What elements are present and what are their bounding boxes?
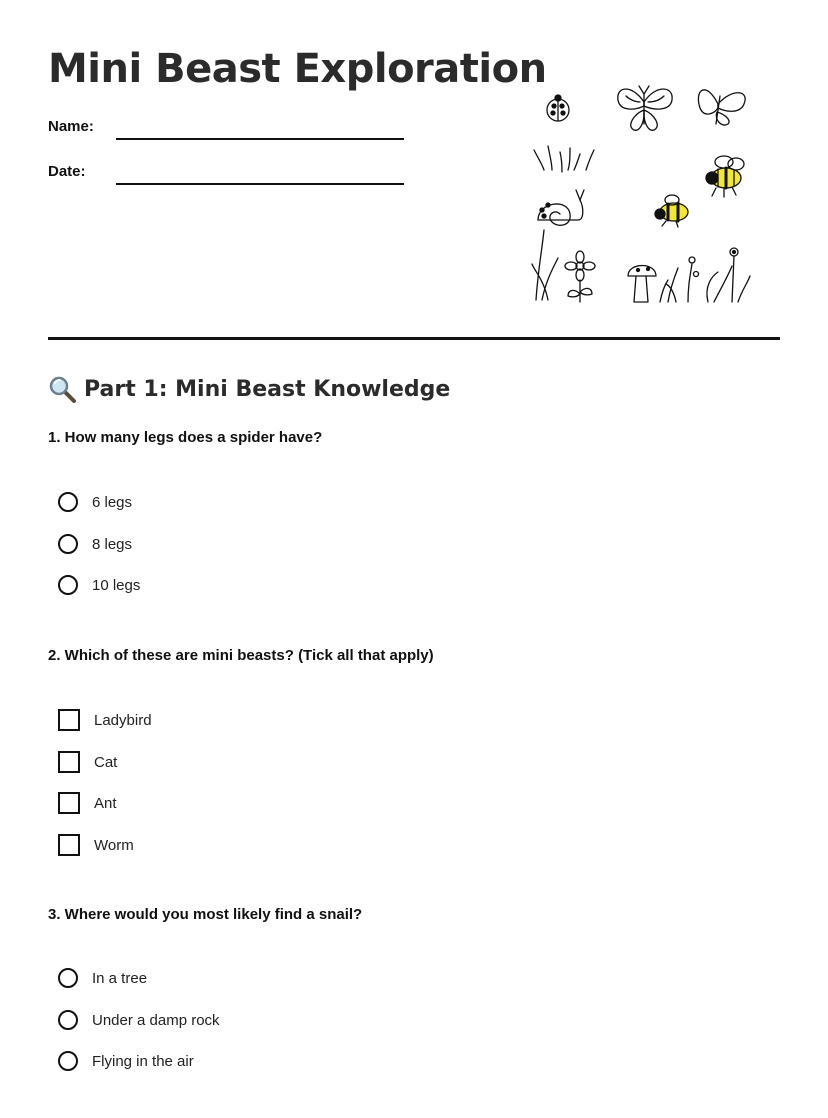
date-field[interactable] (116, 183, 404, 185)
q2-option-cat[interactable] (58, 751, 117, 773)
q1-option-6-legs[interactable] (58, 492, 132, 512)
q2-option-worm[interactable] (58, 834, 134, 856)
mushroom-icon (628, 266, 656, 303)
snail-icon (538, 190, 584, 225)
part1-title: Part 1: Mini Beast Knowledge (84, 376, 451, 402)
q3-option-damp-rock[interactable] (58, 1010, 220, 1030)
bee-icon (706, 156, 744, 197)
checkbox[interactable] (58, 792, 80, 814)
option-label: 10 legs (92, 576, 141, 594)
q1-option-8-legs[interactable] (58, 534, 132, 554)
flower-icon (532, 230, 595, 302)
q3-option-air[interactable] (58, 1051, 194, 1071)
radio-button[interactable] (58, 492, 78, 512)
minibeast-illustration (528, 80, 758, 310)
q1-option-10-legs[interactable] (58, 575, 140, 595)
name-label: Name: (48, 118, 94, 135)
page-title: Mini Beast Exploration (48, 46, 547, 92)
radio-button[interactable] (58, 968, 78, 988)
radio-button[interactable] (58, 1051, 78, 1071)
option-label: Under a damp rock (92, 1011, 220, 1029)
magnifying-glass-icon (48, 375, 76, 403)
butterfly-icon (618, 86, 672, 130)
flower-icon (660, 248, 750, 302)
option-label: Ladybird (94, 711, 152, 729)
date-label: Date: (48, 163, 86, 180)
part1-heading (48, 375, 450, 403)
option-label: In a tree (92, 969, 148, 987)
radio-button[interactable] (58, 575, 78, 595)
option-label: Flying in the air (92, 1052, 194, 1070)
bee-icon (655, 195, 688, 227)
question-1: 1. How many legs does a spider have? (48, 429, 323, 446)
grass-icon (534, 146, 594, 172)
header-divider (48, 337, 780, 340)
ladybird-icon (547, 95, 569, 121)
radio-button[interactable] (58, 534, 78, 554)
name-field[interactable] (116, 138, 404, 140)
option-label: 8 legs (92, 535, 133, 553)
checkbox[interactable] (58, 751, 80, 773)
option-label: Cat (94, 753, 118, 771)
option-label: 6 legs (92, 493, 133, 511)
question-3: 3. Where would you most likely find a snail? (48, 906, 363, 923)
butterfly-icon (698, 90, 745, 125)
checkbox[interactable] (58, 709, 80, 731)
q2-option-ladybird[interactable] (58, 709, 152, 731)
option-label: Ant (94, 794, 117, 812)
radio-button[interactable] (58, 1010, 78, 1030)
question-2: 2. Which of these are mini beasts? (Tick all that apply) (48, 647, 434, 664)
q3-option-tree[interactable] (58, 968, 147, 988)
checkbox[interactable] (58, 834, 80, 856)
q2-option-ant[interactable] (58, 792, 117, 814)
option-label: Worm (94, 836, 134, 854)
